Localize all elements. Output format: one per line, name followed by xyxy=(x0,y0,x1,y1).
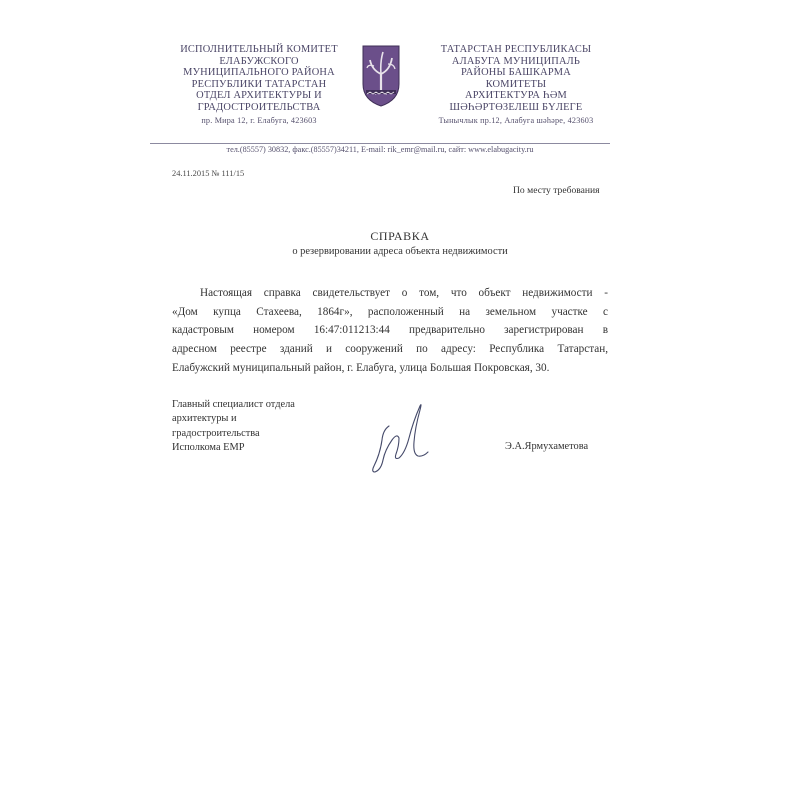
handwritten-signature xyxy=(365,398,435,478)
letterhead-left-line: РЕСПУБЛИКИ ТАТАРСТАН xyxy=(191,78,327,90)
letterhead-divider xyxy=(150,143,610,144)
signer-position-line: Исполкома ЕМР xyxy=(172,442,245,454)
signer-name: Э.А.Ярмухаметова xyxy=(505,441,589,452)
body-line: Елабужский муниципальный район, г. Елабуга, улица Большая Покровская, 30. xyxy=(172,361,550,374)
signer-position-line: Главный специалист отдела xyxy=(172,399,295,410)
body-line: кадастровым номером 16:47:011213:44 предварительно зарегистрирован в xyxy=(172,324,608,337)
document-title: СПРАВКА xyxy=(370,229,430,243)
letterhead-right-line: АРХИТЕКТУРА ҺӘМ xyxy=(465,90,567,102)
signer-position-line: архитектуры и xyxy=(172,413,237,425)
document-date-number: 24.11.2015 № 111/15 xyxy=(172,169,245,178)
body-paragraph xyxy=(172,284,608,378)
elabuga-coat-of-arms-icon xyxy=(358,44,404,108)
letterhead-left-address: пр. Мира 12, г. Елабуга, 423603 xyxy=(201,115,317,125)
addressee: По месту требования xyxy=(513,185,600,196)
body-line: «Дом купца Стахеева, 1864г», расположенный на земельном участке с xyxy=(172,305,608,318)
letterhead-right-line: КОМИТЕТЫ xyxy=(485,78,547,90)
signer-position-line: градостроительства xyxy=(172,427,260,439)
letterhead-right-line: ШӘҺӘРТӨЗЕЛЕШ БҮЛЕГЕ xyxy=(449,101,583,113)
letterhead-right-line: ТАТАРСТАН РЕСПУБЛИКАСЫ xyxy=(440,44,592,55)
letterhead-right-line: РАЙОНЫ БАШКАРМА xyxy=(461,67,571,79)
body-line: Настоящая справка свидетельствует о том, что объект недвижимости - xyxy=(200,287,608,299)
letterhead-left-line: МУНИЦИПАЛЬНОГО РАЙОНА xyxy=(183,67,335,79)
letterhead-contacts: тел.(85557) 30832, факс.(85557)34211, E-mail: rik_emr@mail.ru, сайт: www.elabugacity.ru xyxy=(226,145,534,154)
letterhead-left-line: ИСПОЛНИТЕЛЬНЫЙ КОМИТЕТ xyxy=(180,44,338,55)
document-subtitle: о резервировании адреса объекта недвижимости xyxy=(292,246,508,257)
letterhead-left-line: ГРАДОСТРОИТЕЛЬСТВА xyxy=(197,101,321,113)
letterhead-right-line: АЛАБУГА МУНИЦИПАЛЬ xyxy=(451,55,581,67)
letterhead-left-line: ЕЛАБУЖСКОГО xyxy=(219,55,299,67)
letterhead-right-address: Тынычлык пр.12, Алабуга шәһәре, 423603 xyxy=(438,115,594,125)
signer-position xyxy=(172,398,362,456)
letterhead-right xyxy=(418,44,614,127)
body-line: адресном реестре зданий и сооружений по адресу: Республика Татарстан, xyxy=(172,343,608,356)
letterhead-left-line: ОТДЕЛ АРХИТЕКТУРЫ И xyxy=(196,90,322,102)
letterhead-left xyxy=(150,44,368,127)
